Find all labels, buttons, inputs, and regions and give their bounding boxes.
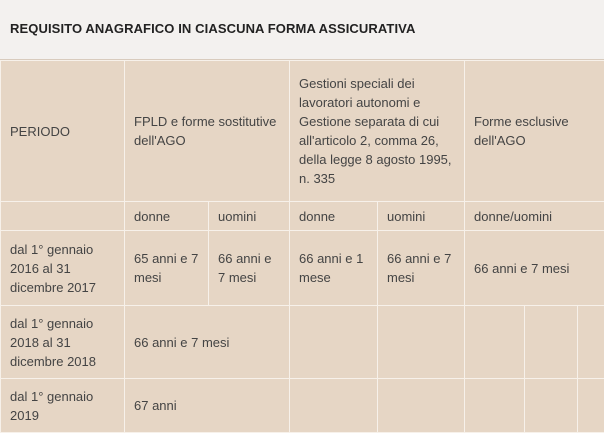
row-periodo: dal 1° gennaio 2019 [1, 379, 125, 433]
row-fpld-donne: 65 anni e 7 mesi [125, 231, 209, 306]
row-empty-cell [465, 306, 525, 379]
header-periodo: PERIODO [1, 61, 125, 202]
table-title-bar [0, 0, 604, 60]
subheader-gest-uomini: uomini [378, 202, 465, 231]
subheader-gest-donne: donne [290, 202, 378, 231]
table-row [1, 306, 604, 379]
table-title: REQUISITO ANAGRAFICO IN CIASCUNA FORMA ASSICURATIVA [10, 21, 415, 36]
subheader-row [1, 202, 604, 231]
row-empty-cell [525, 379, 578, 433]
row-empty-cell [378, 379, 465, 433]
header-gestioni: Gestioni speciali dei lavoratori autonomi e Gestione separata di cui all'articolo 2, comma 26, della legge 8 agosto 1995, n. 335 [290, 61, 465, 202]
row-empty-cell [525, 306, 578, 379]
row-empty-cell [378, 306, 465, 379]
row-fpld: 66 anni e 7 mesi [125, 306, 290, 379]
table-row [1, 379, 604, 433]
subheader-forme: donne/uomini [465, 202, 604, 231]
requisito-table [0, 60, 604, 433]
row-forme: 66 anni e 7 mesi [465, 231, 604, 306]
row-gest-donne: 66 anni e 1 mese [290, 231, 378, 306]
header-fpld: FPLD e forme sostitutive dell'AGO [125, 61, 290, 202]
subheader-empty [1, 202, 125, 231]
row-empty-cell [465, 379, 525, 433]
row-empty-cell [290, 306, 378, 379]
row-empty-cell [578, 379, 604, 433]
subheader-fpld-donne: donne [125, 202, 209, 231]
row-periodo: dal 1° gennaio 2018 al 31 dicembre 2018 [1, 306, 125, 379]
row-empty-cell [578, 306, 604, 379]
header-row [1, 61, 604, 202]
header-forme-esclusive: Forme esclusive dell'AGO [465, 61, 604, 202]
table-row [1, 231, 604, 306]
row-gest-uomini: 66 anni e 7 mesi [378, 231, 465, 306]
row-fpld-uomini: 66 anni e 7 mesi [209, 231, 290, 306]
subheader-fpld-uomini: uomini [209, 202, 290, 231]
row-periodo: dal 1° gennaio 2016 al 31 dicembre 2017 [1, 231, 125, 306]
row-fpld: 67 anni [125, 379, 290, 433]
row-empty-cell [290, 379, 378, 433]
